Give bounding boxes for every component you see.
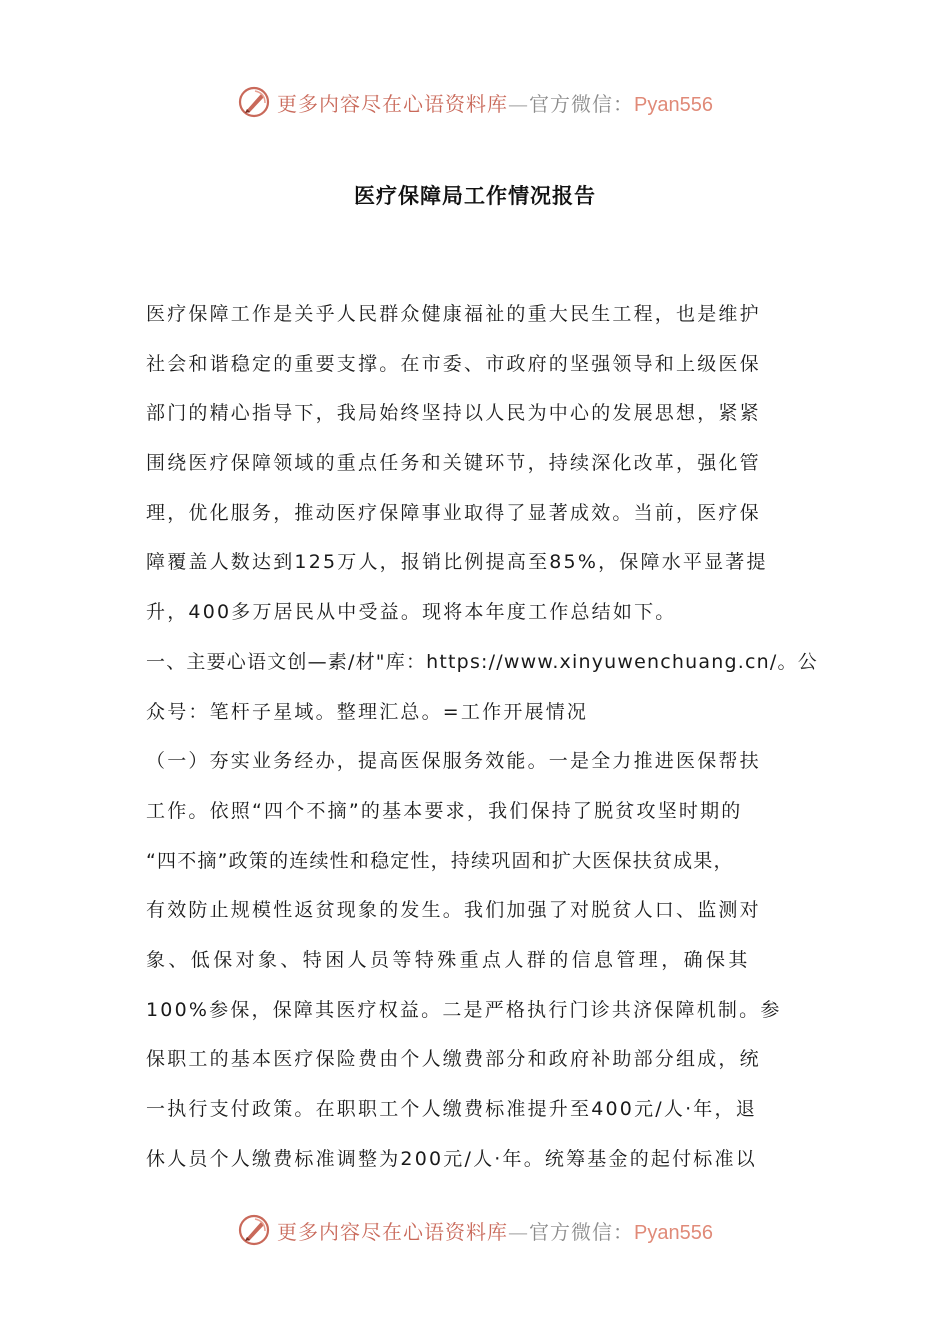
- body-line: 有效防止规模性返贫现象的发生。我们加强了对脱贫人口、监测对: [146, 899, 761, 922]
- body-line: 象、低保对象、特困人员等特殊重点人群的信息管理，确保其: [146, 948, 751, 971]
- body-line: 社会和谐稳定的重要支撑。在市委、市政府的坚强领导和上级医保: [146, 352, 761, 375]
- watermark-header: [0, 82, 950, 122]
- document-title: 医疗保障局工作情况报告: [354, 184, 596, 208]
- body-line: 医疗保障工作是关乎人民群众健康福祉的重大民生工程，也是维护: [146, 303, 761, 325]
- watermark-text: 更多内容尽在心语资料库—官方微信：Pyan556: [277, 1219, 713, 1244]
- body-line: 100%参保，保障其医疗权益。二是严格执行门诊共济保障机制。参: [146, 998, 782, 1021]
- body-line: “四不摘”政策的连续性和稳定性，持续巩固和扩大医保扶贫成果，: [146, 849, 734, 872]
- quill-pen-logo-icon: [237, 85, 271, 119]
- watermark-text: 更多内容尽在心语资料库—官方微信：Pyan556: [277, 91, 713, 116]
- body-line: 休人员个人缴费标准调整为200元/人·年。统筹基金的起付标准以: [146, 1147, 757, 1170]
- body-line: 理，优化服务，推动医疗保障事业取得了显著成效。当前，医疗保: [146, 501, 761, 524]
- quill-pen-logo-icon: [237, 1213, 271, 1247]
- body-line: 一执行支付政策。在职职工个人缴费标准提升至400元/人·年，退: [146, 1098, 757, 1120]
- body-line: 工作。依照“四个不摘”的基本要求，我们保持了脱贫攻坚时期的: [146, 799, 743, 822]
- watermark-footer: [0, 1210, 950, 1250]
- document-body: [146, 290, 818, 1184]
- body-line: 部门的精心指导下，我局始终坚持以人民为中心的发展思想，紧紧: [146, 402, 761, 425]
- body-line: 一、主要心语文创—素/材"库：https://www.xinyuwenchuang.cn/。公: [146, 650, 818, 673]
- body-line: 障覆盖人数达到125万人，报销比例提高至85%，保障水平显著提: [146, 551, 768, 574]
- body-line: 众号：笔杆子星域。整理汇总。=工作开展情况: [146, 700, 589, 723]
- body-line: 保职工的基本医疗保险费由个人缴费部分和政府补助部分组成，统: [146, 1048, 761, 1071]
- body-line: 升，400多万居民从中受益。现将本年度工作总结如下。: [146, 601, 677, 624]
- body-line: （一）夯实业务经办，提高医保服务效能。一是全力推进医保帮扶: [146, 750, 761, 773]
- body-line: 围绕医疗保障领域的重点任务和关键环节，持续深化改革，强化管: [146, 452, 761, 475]
